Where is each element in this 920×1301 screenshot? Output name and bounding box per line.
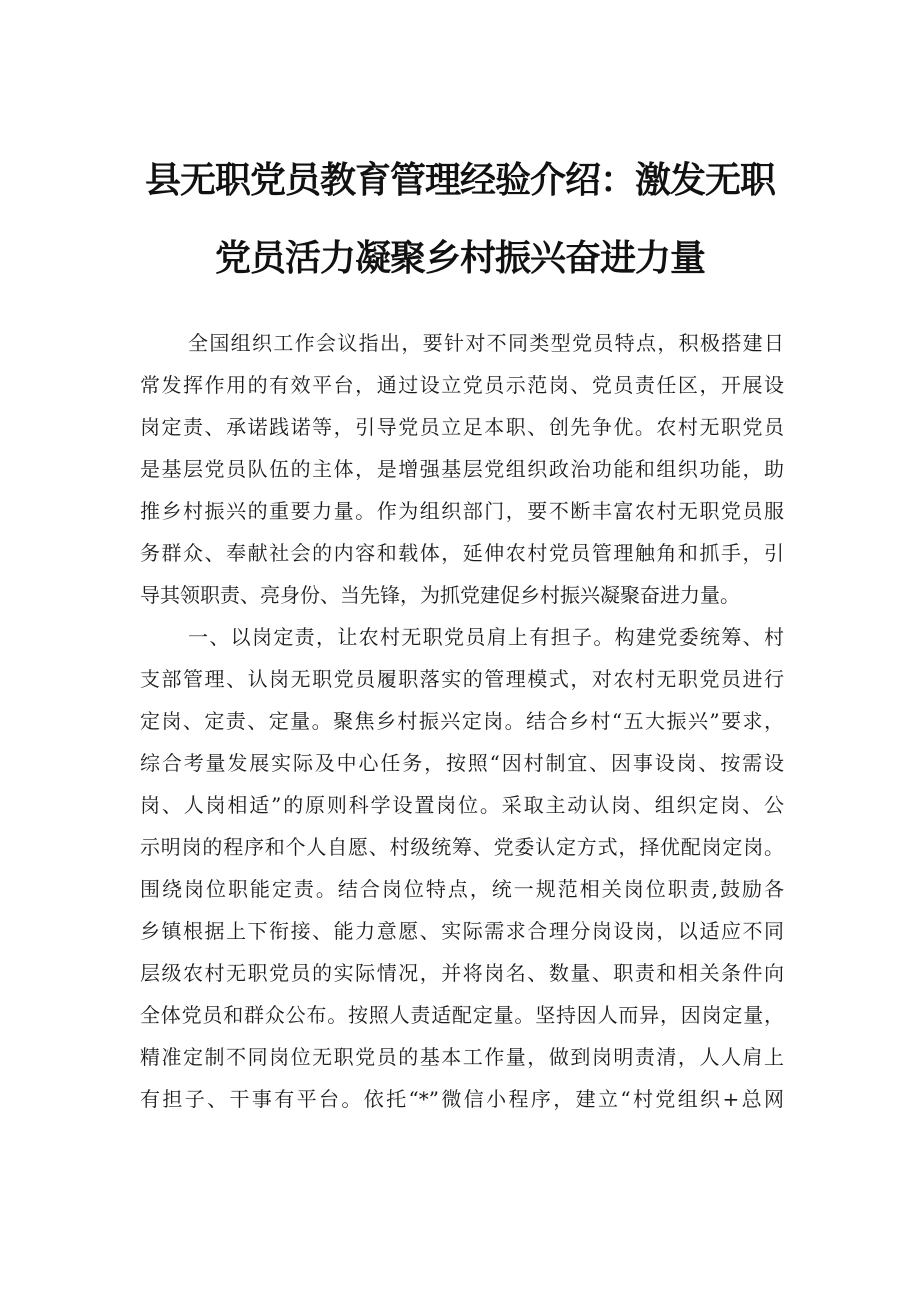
- document-title-line-2: 党员活力凝聚乡村振兴奋进力量: [214, 238, 705, 279]
- body-line-19: 有担子、干事有平台。依托“*”微信小程序，建立“村党组织+总网: [140, 1087, 784, 1111]
- body-line-10: 定岗、定责、定量。聚焦乡村振兴定岗。结合乡村“五大振兴”要求，: [140, 709, 784, 733]
- body-line-17: 全体党员和群众公布。按照人责适配定量。坚持因人而异，因岗定量，: [140, 1003, 784, 1027]
- body-line-4: 是基层党员队伍的主体，是增强基层党组织政治功能和组织功能，助: [140, 457, 784, 481]
- body-line-5: 推乡村振兴的重要力量。作为组织部门，要不断丰富农村无职党员服: [140, 499, 784, 523]
- body-line-2: 常发挥作用的有效平台，通过设立党员示范岗、党员责任区，开展设: [140, 373, 784, 397]
- body-line-7: 导其领职责、亮身份、当先锋，为抓党建促乡村振兴凝聚奋进力量。: [140, 583, 740, 607]
- body-line-16: 层级农村无职党员的实际情况，并将岗名、数量、职责和相关条件向: [140, 961, 784, 985]
- body-line-15: 乡镇根据上下衔接、能力意愿、实际需求合理分岗设岗，以适应不同: [140, 919, 784, 943]
- body-line-9: 支部管理、认岗无职党员履职落实的管理模式，对农村无职党员进行: [140, 667, 784, 691]
- body-line-3: 岗定责、承诺践诺等，引导党员立足本职、创先争优。农村无职党员: [140, 415, 784, 439]
- body-line-1: 全国组织工作会议指出，要针对不同类型党员特点，积极搭建日: [188, 331, 784, 355]
- body-line-12: 岗、人岗相适”的原则科学设置岗位。采取主动认岗、组织定岗、公: [140, 793, 784, 817]
- body-line-13: 示明岗的程序和个人自愿、村级统筹、党委认定方式，择优配岗定岗。: [140, 835, 784, 859]
- document-title-line-1: 县无职党员教育管理经验介绍：激发无职: [144, 160, 775, 201]
- body-line-8: 一、以岗定责，让农村无职党员肩上有担子。构建党委统筹、村: [188, 625, 784, 649]
- body-line-14: 围绕岗位职能定责。结合岗位特点，统一规范相关岗位职责,鼓励各: [140, 877, 784, 901]
- body-line-6: 务群众、奉献社会的内容和载体，延伸农村党员管理触角和抓手，引: [140, 541, 784, 565]
- body-line-11: 综合考量发展实际及中心任务，按照“因村制宜、因事设岗、按需设: [140, 751, 784, 775]
- body-line-18: 精准定制不同岗位无职党员的基本工作量，做到岗明责清，人人肩上: [140, 1045, 784, 1069]
